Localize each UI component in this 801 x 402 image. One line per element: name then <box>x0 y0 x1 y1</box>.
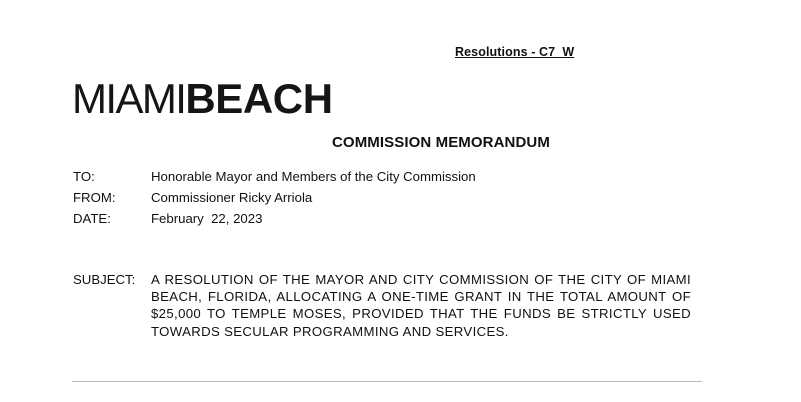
subject-text: A RESOLUTION OF THE MAYOR AND CITY COMMISSION OF THE CITY OF MIAMI BEACH, FLORIDA, ALLOCATING A ONE-TIME GRANT IN THE TOTAL AMOUNT OF $25,000 TO TEMPLE MOSES, PROVIDED THAT THE FUNDS BE STRICTLY USED TOWARDS SECULAR PROGRAMMING AND SERVICES. <box>151 272 691 339</box>
date-label: DATE: <box>73 211 111 226</box>
logo-word-miami: MIAMI <box>72 75 186 122</box>
to-value: Honorable Mayor and Members of the City Commission <box>151 169 476 184</box>
memo-title: COMMISSION MEMORANDUM <box>332 134 550 151</box>
from-value: Commissioner Ricky Arriola <box>151 190 313 205</box>
divider <box>72 381 702 382</box>
to-label: TO: <box>73 169 95 184</box>
resolution-reference: Resolutions - C7 W <box>455 45 575 59</box>
from-row <box>73 190 312 206</box>
miami-beach-logo <box>72 75 333 122</box>
date-value: February 22, 2023 <box>151 211 263 226</box>
logo-word-beach: BEACH <box>185 75 333 122</box>
subject-block <box>73 271 691 340</box>
subject-label: SUBJECT: <box>73 272 136 287</box>
date-row <box>73 211 262 227</box>
from-label: FROM: <box>73 190 116 205</box>
to-row <box>73 169 476 185</box>
